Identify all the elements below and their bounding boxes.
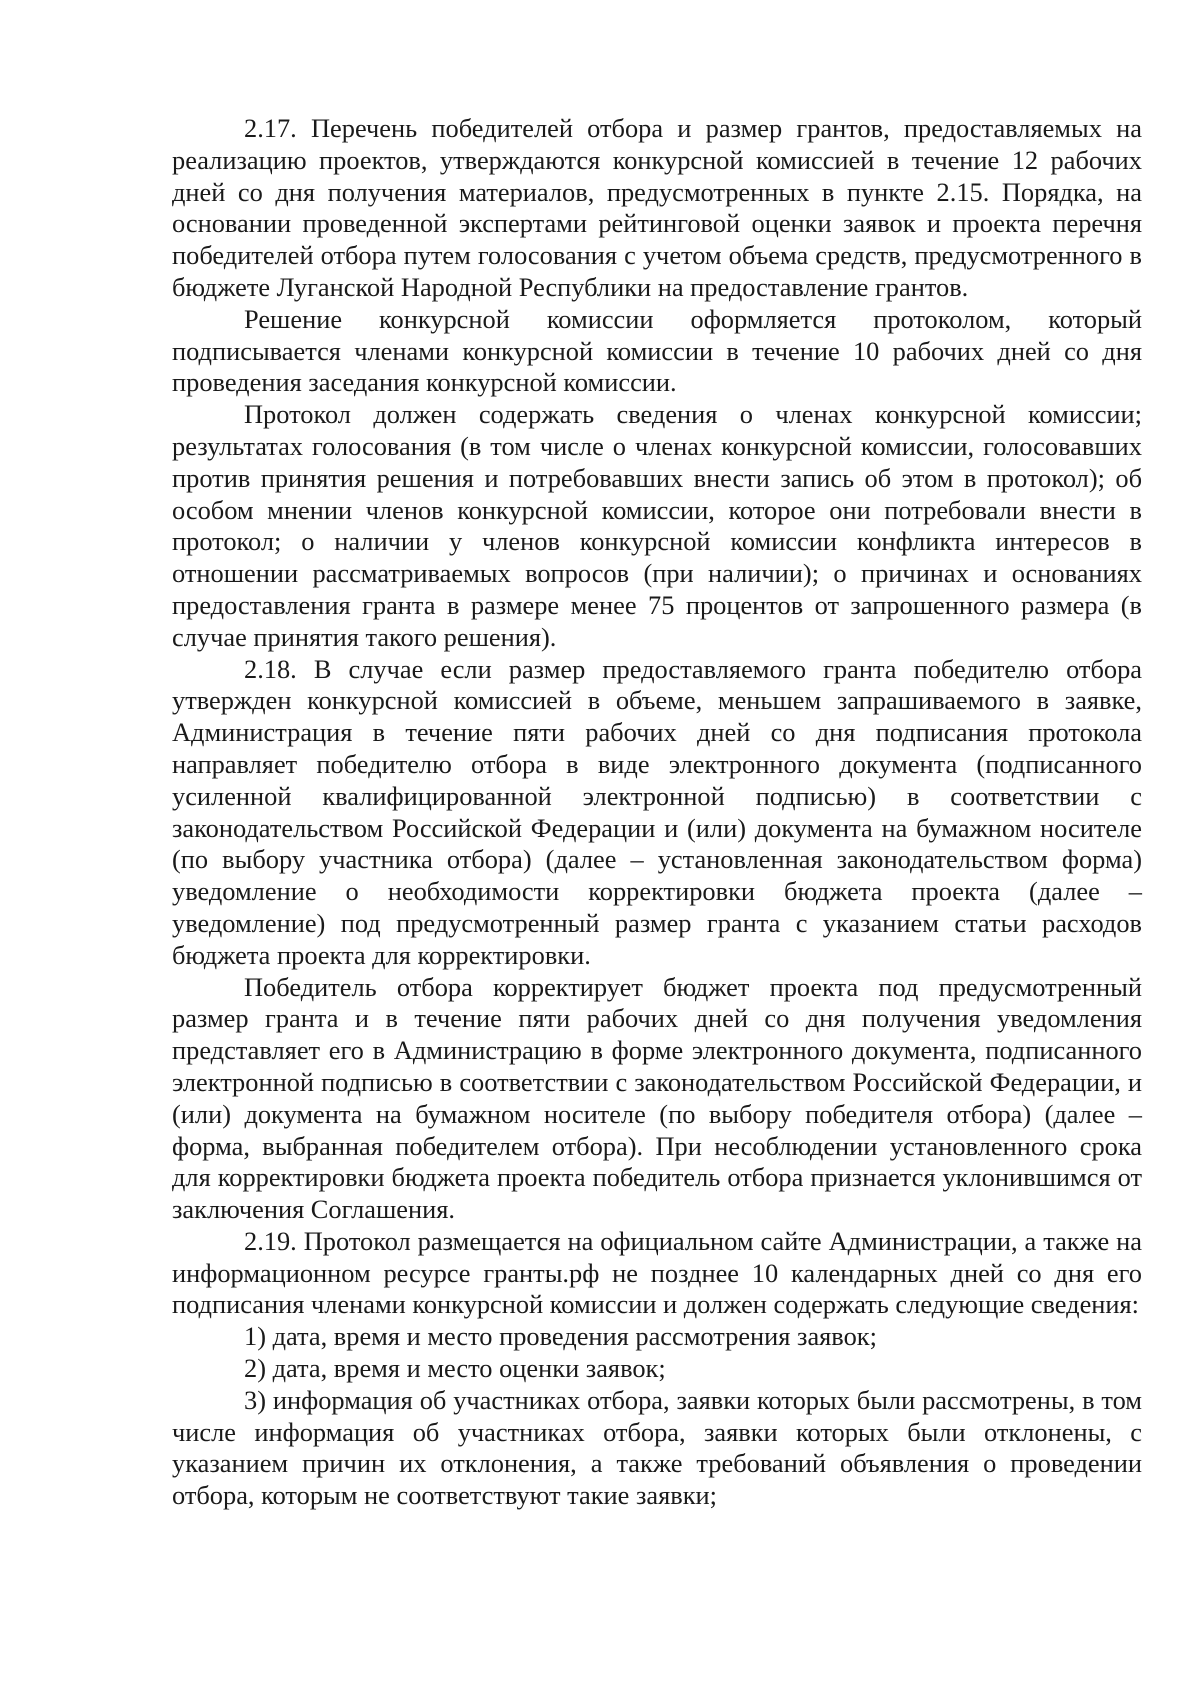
paragraph-budget-correction: Победитель отбора корректирует бюджет проекта под предусмотренный размер гранта и в течение пяти рабочих дней со дня получения уведомления представляет его в Администрацию в форме электронного документа, подписанного электронной подписью в соответствии с законодательством Российской Федерации, и (или) документа на бумажном носителе (по выбору победителя отбора) (далее – форма, выбранная победителем отбора). При несоблюдении установленного срока для корректировки бюджета проекта победитель отбора признается уклонившимся от заключения Соглашения. [172, 971, 1142, 1225]
paragraph-2-18: 2.18. В случае если размер предоставляемого гранта победителю отбора утвержден конкурсной комиссией в объеме, меньшем запрашиваемого в заявке, Администрация в течение пяти рабочих дней со дня подписания протокола направляет победителю отбора в виде электронного документа (подписанного усиленной квалифицированной электронной подписью) в соответствии с законодательством Российской Федерации и (или) документа на бумажном носителе (по выбору участника отбора) (далее – установленная законодательством форма) уведомление о необходимости корректировки бюджета проекта (далее – уведомление) под предусмотренный размер гранта с указанием статьи расходов бюджета проекта для корректировки. [172, 653, 1142, 970]
list-item-1: 1) дата, время и место проведения рассмотрения заявок; [244, 1321, 877, 1352]
paragraph-2-19: 2.19. Протокол размещается на официальном сайте Администрации, а также на информационном ресурсе гранты.рф не позднее 10 календарных дней со дня его подписания членами конкурсной комиссии и должен содержать следующие сведения: [172, 1225, 1142, 1320]
paragraph-commission-decision: Решение конкурсной комиссии оформляется протоколом, который подписывается членами конкурсной комиссии в течение 10 рабочих дней со дня проведения заседания конкурсной комиссии. [172, 303, 1142, 398]
document-body [172, 113, 1142, 1512]
list-item-3: 3) информация об участниках отбора, заявки которых были рассмотрены, в том числе информация об участниках отбора, заявки которых были отклонены, с указанием причин их отклонения, а также требований объявления о проведении отбора, которым не соответствуют такие заявки; [172, 1384, 1142, 1511]
paragraph-protocol-contents: Протокол должен содержать сведения о членах конкурсной комиссии; результатах голосования (в том числе о членах конкурсной комиссии, голосовавших против принятия решения и потребовавших внести запись об этом в протокол); об особом мнении членов конкурсной комиссии, которое они потребовали внести в протокол; о наличии у членов конкурсной комиссии конфликта интересов в отношении рассматриваемых вопросов (при наличии); о причинах и основаниях предоставления гранта в размере менее 75 процентов от запрошенного размера (в случае принятия такого решения). [172, 399, 1142, 652]
list-item-2: 2) дата, время и место оценки заявок; [244, 1353, 666, 1384]
paragraph-2-17: 2.17. Перечень победителей отбора и размер грантов, предоставляемых на реализацию проектов, утверждаются конкурсной комиссией в течение 12 рабочих дней со дня получения материалов, предусмотренных в пункте 2.15. Порядка, на основании проведенной экспертами рейтинговой оценки заявок и проекта перечня победителей отбора путем голосования с учетом объема средств, предусмотренного в бюджете Луганской Народной Республики на предоставление грантов. [172, 113, 1142, 302]
